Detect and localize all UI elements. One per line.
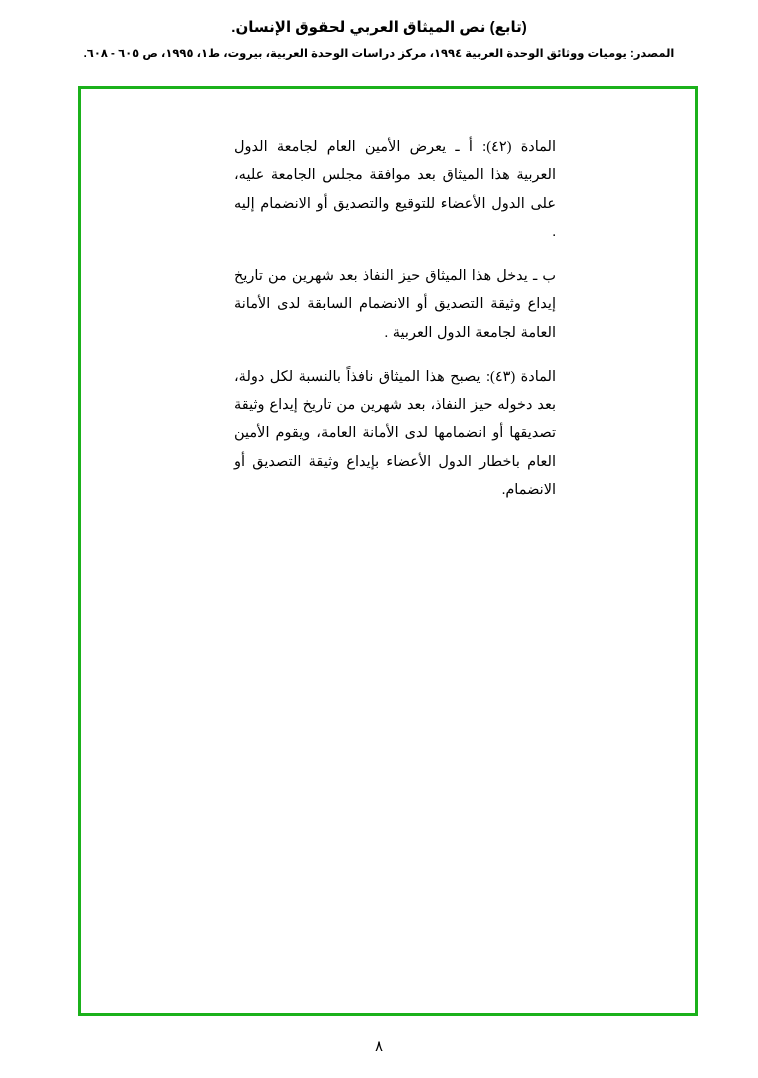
page-number: ٨ (374, 1039, 384, 1055)
page-title: (تابع) نص الميثاق العربي لحقوق الإنسان. (231, 19, 527, 36)
paragraph-article-42-a: المادة (٤٢): أ ـ يعرض الأمين العام لجامعة الدول العربية هذا الميثاق بعد موافقة مجلس الجامعة عليه، على الدول الأعضاء للتوقيع والتصديق أو الانضمام إليه . (234, 139, 556, 240)
source-line: المصدر: يوميات ووثائق الوحدة العربية ١٩٩٤، مركز دراسات الوحدة العربية، بيروت، ط١، ١٩٩٥، ص ٦٠٥ - ٦٠٨. (83, 48, 675, 60)
content-frame (78, 86, 698, 1016)
paragraph-article-42-b: ب ـ يدخل هذا الميثاق حيز النفاذ بعد شهرين من تاريخ إيداع وثيقة التصديق أو الانضمام السابقة لدى الأمانة العامة لجامعة الدول العربية . (234, 268, 556, 341)
body-text-block (234, 133, 556, 504)
paragraph-article-43: المادة (٤٣): يصبح هذا الميثاق نافذاً بالنسبة لكل دولة، بعد دخوله حيز النفاذ، بعد شهرين من تاريخ إيداع وثيقة تصديقها أو انضمامها لدى الأمانة العامة، ويقوم الأمين العام باخطار الدول الأعضاء بإيداع وثيقة التصديق أو الانضمام. (234, 368, 556, 498)
